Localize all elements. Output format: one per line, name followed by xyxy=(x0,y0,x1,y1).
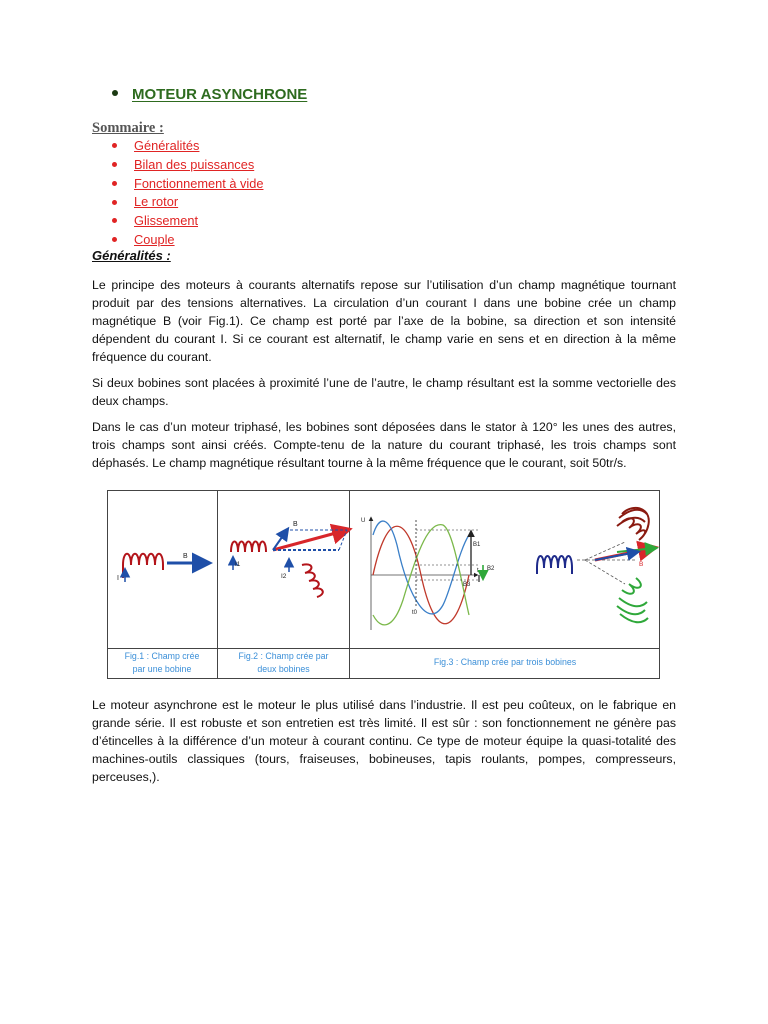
bullet-icon xyxy=(112,90,118,96)
fig3-wave-blue xyxy=(373,521,469,614)
caption-fig1: Fig.1 : Champ crée par une bobine xyxy=(124,651,200,674)
fig3-b3-label: B3 xyxy=(463,582,471,588)
bullet-icon xyxy=(112,237,117,242)
toc-item-couple[interactable]: Couple xyxy=(112,231,263,250)
bullet-icon xyxy=(112,143,117,148)
figure-divider xyxy=(107,648,660,649)
fig2-field-label: B xyxy=(293,521,298,528)
fig3-time-label: t0 xyxy=(412,610,418,616)
fig3-b1-label: B1 xyxy=(473,542,481,548)
fig3-field-label: B xyxy=(639,561,644,568)
figure-magnetic-fields xyxy=(107,490,660,679)
fig3-b2-label: B2 xyxy=(487,566,495,572)
fig3-coil-blue-icon xyxy=(537,556,572,574)
fig3-t-label: t xyxy=(477,568,479,574)
fig1-current-label: I xyxy=(117,575,119,582)
fig2-current2-label: I2 xyxy=(281,573,287,580)
paragraph-2: Si deux bobines sont placées à proximité l’une de l’autre, le champ résultant est la somme vectorielle des deux champs. xyxy=(92,376,676,408)
bullet-icon xyxy=(112,162,117,167)
paragraph-4: Le moteur asynchrone est le moteur le plus utilisé dans l’industrie. Il est peu coûteux, on le fabrique en grande série. Il est robuste et son entretien est très limité. Il est sûr : son fonctionnement ne génère pas d’étincelles à la différence d’un moteur à courant continu. Ce type de moteur équipe la quasi-totalité des machines-outils classiques (tours, fraiseuses, bobineuses, tapis roulants, pompes, compresseurs, perceuses,). xyxy=(92,698,676,784)
bullet-icon xyxy=(112,218,117,223)
toc-item-bilan[interactable]: Bilan des puissances xyxy=(112,156,263,175)
sommaire-label: Sommaire : xyxy=(92,120,164,136)
toc-item-glissement[interactable]: Glissement xyxy=(112,212,263,231)
toc-item-generalites[interactable]: Généralités xyxy=(112,137,263,156)
fig2-current1-label: I1 xyxy=(235,561,241,568)
toc-item-rotor[interactable]: Le rotor xyxy=(112,193,263,212)
table-of-contents xyxy=(112,137,263,250)
fig3-blue-arrow xyxy=(595,552,637,560)
fig2-coil-horizontal-icon xyxy=(231,542,266,553)
fig3-u-label: U xyxy=(361,518,366,524)
caption-fig3: Fig.3 : Champ crée par trois bobines xyxy=(433,657,577,667)
bullet-icon xyxy=(112,200,117,205)
figure-drawing xyxy=(107,490,660,648)
fig3-coil-green-icon xyxy=(617,578,648,622)
paragraph-3: Dans le cas d’un moteur triphasé, les bobines sont déposées dans le stator à 120° les unes des autres, trois champs sont ainsi créés. Compte-tenu de la nature du courant triphasé, les trois champs sont déphasés. Le champ magnétique résultant tourne à la même fréquence que le courant, soit 50tr/s. xyxy=(92,420,676,470)
fig1-coil-icon xyxy=(123,554,163,578)
toc-item-fonctionnement[interactable]: Fonctionnement à vide xyxy=(112,175,263,194)
main-title: MOTEUR ASYNCHRONE xyxy=(112,86,307,103)
fig2-coil-diagonal-icon xyxy=(302,564,323,597)
fig3-axis-line xyxy=(585,560,625,584)
paragraph-1: Le principe des moteurs à courants alternatifs repose sur l’utilisation d’un champ magnétique tournant produit par des tensions alternatives. La circulation d’un courant I dans une bobine crée un champ magnétique B (voir Fig.1). Ce champ est porté par l’axe de la bobine, sa direction et son intensité dépendent du courant I. Si ce courant est alternatif, le champ varie en sens et en direction à la même fréquence du courant. xyxy=(92,278,676,364)
fig3-coil-darkred-icon xyxy=(617,508,649,540)
bullet-icon xyxy=(112,181,117,186)
section-heading: Généralités : xyxy=(92,248,171,263)
caption-fig2: Fig.2 : Champ crée par deux bobines xyxy=(238,651,329,674)
fig1-field-label: B xyxy=(183,553,188,560)
